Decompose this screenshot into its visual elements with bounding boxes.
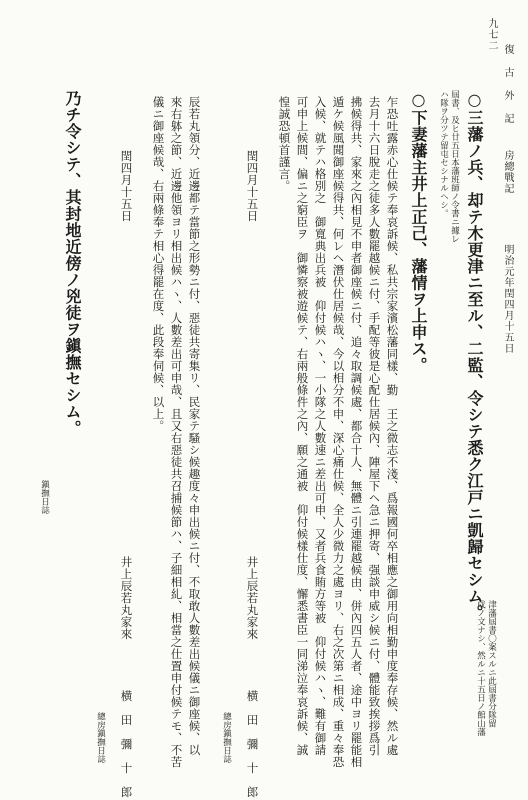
- source-citation: 總房鎭撫日誌: [95, 712, 106, 763]
- header-date: 明治元年閏四月十五日: [502, 244, 513, 354]
- body-line: 去月十六日脫走之徒多人數罷越候ニ付、手配等彼是心配仕居候內、陣屋下ヘ急ニ押寄、强談申威シ候ニ付、體能致挨拶爲引: [367, 96, 382, 756]
- entry-heading: ○三藩ノ兵、却テ木更津ニ至ル、二監、令シテ悉ク江戸ニ凱歸セシム。: [465, 90, 484, 621]
- page-number: 九七二: [486, 18, 497, 51]
- body-line: 來右躰之節、近邊他領ヨリ相出候ハヽ、人數差出可申哉、且又右惡徒共召捕候節ハ、子細相糺、相當之仕置申付候テモ、不苦: [169, 96, 184, 768]
- signer-line: 井上辰若丸家來: [245, 556, 260, 640]
- body-line: 辰若丸領分、近邊都テ當節之形勢ニ付、惡徒共寄集リ、民家テ騷シ候趣度々申出候ニ付、不取敢人數差出候儀ニ御座候、以: [187, 96, 202, 756]
- running-title: 復 古 外 記: [502, 44, 513, 124]
- signer-line: 井上辰若丸家來: [119, 556, 134, 640]
- body-line: 儀ニ御座候哉、右兩條奉テ相心得罷在度、此段奉伺候、以上。: [151, 96, 166, 432]
- signer-line: 横 田 彌 十 郎: [245, 690, 260, 798]
- body-line: 遁ケ候風聞御座候得共、何レヘ潛伏仕居候哉、今以相分不申、深心痛仕候、全人少微力之處ヨリ、右之次第ニ相成、重々奉恐: [331, 96, 346, 768]
- body-line: 入候、就テハ格別之 御寬典出兵被 仰付候ハヽ、一小隊之人數速ニ差出可申、又者兵食賄方等被 仰付候ハヽ、難有御請: [313, 96, 328, 756]
- date-line: 閏四月十五日: [119, 150, 134, 222]
- entry-heading: ○下妻藩主井上正己、藩情ヲ上申ス。: [409, 90, 428, 374]
- body-line: 可申上候間、偏ニ之窮臣ヲ 御憐察被遊候テ、右兩般條件之內、願之通被 仰付候樣仕度、懈悉書臣一同涕泣奉哀訴候、誠: [295, 96, 310, 756]
- entry-heading: 乃チ令シテ、其封地近傍ノ兇徒ヲ鎭撫セシム。: [63, 90, 82, 437]
- source-note-line: 津藩屆書〇案スルニ此屆書分隊留: [486, 600, 497, 728]
- body-line: 惶誠恐頓首謹言。: [277, 96, 292, 192]
- annotation-line: 屆書、及ヒ廿五日本藩班師ノ令書ニ據レ: [449, 90, 460, 243]
- annotation-line: ハ隊ヲ分ツテ留屯セシナルヘシ。: [438, 90, 449, 218]
- source-citation: 總房鎭撫日誌: [221, 712, 232, 763]
- signer-line: 横 田 彌 十 郎: [119, 690, 134, 798]
- body-line: 拂候得共、家來之內相見不申者御座候ニ付、追々取調候處、都合十人、無體ニ引連罷越候由、併內四五人者、途中ヨリ罷能相: [349, 96, 364, 768]
- source-citation: 鎭撫日誌: [39, 480, 50, 514]
- body-line: 乍恐吐露赤心仕候テ奉哀訴候、私共宗家濱松藩同樣、勤 王之微志不淺、爲報國何卒相應之御用向相勤申度奉存候、然ル處: [385, 96, 400, 756]
- source-note-line: 戍ノ文ナシ、然ルニ十五日ノ館山藩: [475, 600, 486, 736]
- section-title: 房總戰記: [502, 150, 513, 194]
- date-line: 閏四月十五日: [245, 150, 260, 222]
